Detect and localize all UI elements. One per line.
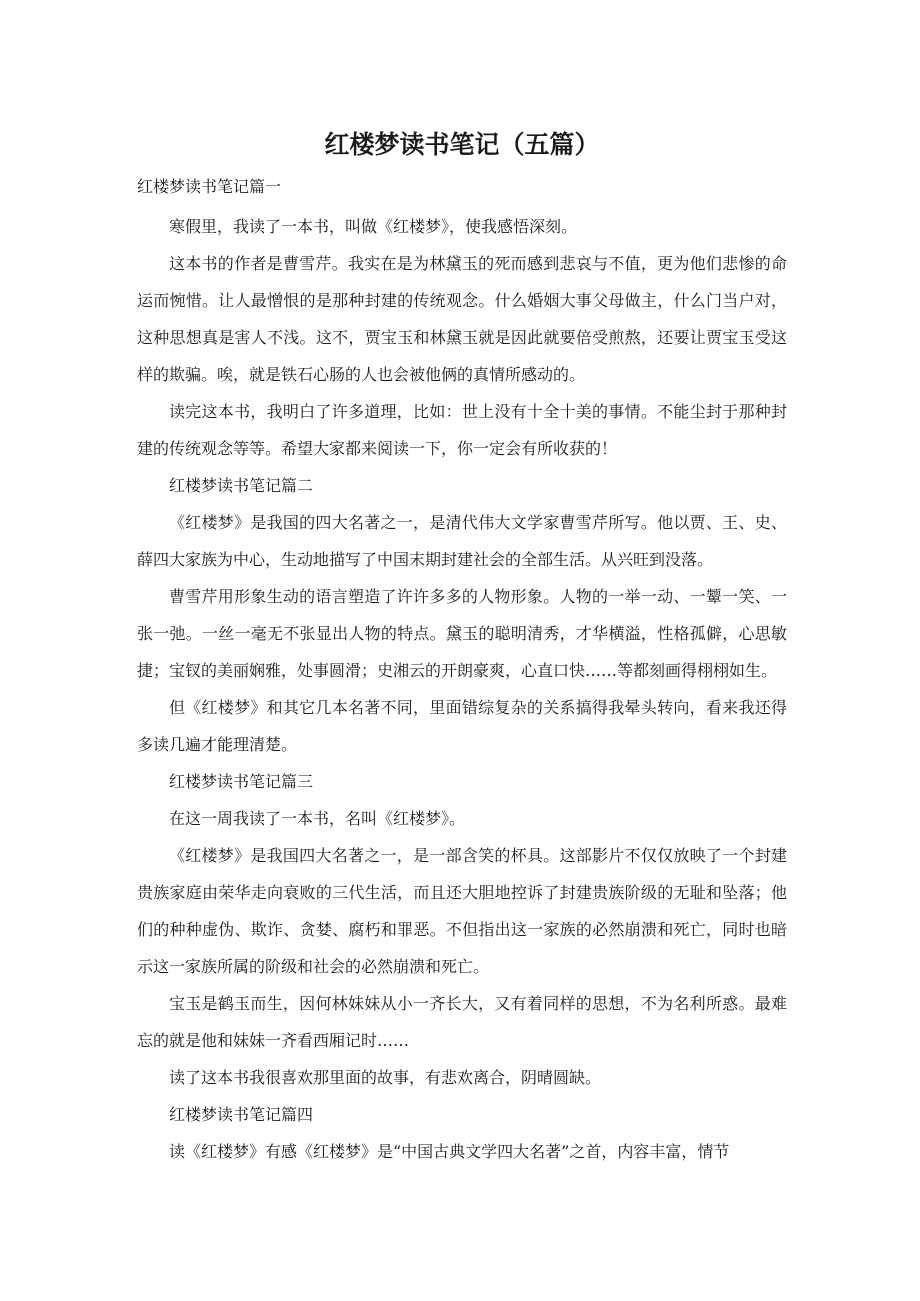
paragraph: 宝玉是鹤玉而生，因何林妹妹从小一齐长大，又有着同样的思想，不为名利所惑。最难忘的就是他和妹妹一齐看西厢记时…… — [137, 994, 787, 1050]
paragraph: 寒假里，我读了一本书，叫做《红楼梦》，使我感悟深刻。 — [169, 217, 578, 236]
paragraph: 这本书的作者是曹雪芹。我实在是为林黛玉的死而感到悲哀与不值，更为他们悲惨的命运而惋惜。让人最憎恨的是那种封建的传统观念。什么婚姻大事父母做主，什么门当户对，这种思想真是害人不浅。这不，贾宝玉和林黛玉就是因此就要倍受煎熬，还要让贾宝玉受这样的欺骗。唉，就是铁石心肠的人也会被他俩的真情所感动的。 — [137, 254, 787, 384]
document-body — [137, 208, 787, 1170]
section-heading-first: 红楼梦读书笔记篇一 — [137, 177, 282, 196]
paragraph: 读了这本书我很喜欢那里面的故事，有悲欢离合，阴晴圆缺。 — [169, 1068, 602, 1087]
paragraph: 读《红楼梦》有感《红楼梦》是“中国古典文学四大名著”之首，内容丰富，情节 — [169, 1142, 730, 1161]
paragraph: 《红楼梦》是我国四大名著之一，是一部含笑的杯具。这部影片不仅仅放映了一个封建贵族家庭由荣华走向衰败的三代生活，而且还大胆地控诉了封建贵族阶级的无耻和坠落；他们的种种虚伪、欺诈、贪婪、腐朽和罪恶。不但指出这一家族的必然崩溃和死亡，同时也暗示这一家族所属的阶级和社会的必然崩溃和死亡。 — [137, 846, 787, 976]
document-title: 红楼梦读书笔记（五篇） — [324, 130, 600, 159]
paragraph: 曹雪芹用形象生动的语言塑造了许许多多的人物形象。人物的一举一动、一颦一笑、一张一弛。一丝一毫无不张显出人物的特点。黛玉的聪明清秀，才华横溢，性格孤僻，心思敏捷；宝钗的美丽娴雅，处事圆滑；史湘云的开朗豪爽，心直口快……等都刻画得栩栩如生。 — [137, 587, 787, 680]
section-heading: 红楼梦读书笔记篇二 — [169, 476, 314, 495]
section-heading: 红楼梦读书笔记篇四 — [169, 1105, 314, 1124]
paragraph: 《红楼梦》是我国的四大名著之一，是清代伟大文学家曹雪芹所写。他以贾、王、史、薛四大家族为中心，生动地描写了中国末期封建社会的全部生活。从兴旺到没落。 — [137, 513, 787, 569]
paragraph: 在这一周我读了一本书，名叫《红楼梦》。 — [169, 809, 466, 828]
paragraph: 但《红楼梦》和其它几本名著不同，里面错综复杂的关系搞得我晕头转向，看来我还得多读几遍才能理清楚。 — [137, 698, 787, 754]
paragraph: 读完这本书，我明白了许多道理，比如：世上没有十全十美的事情。不能尘封于那种封建的传统观念等等。希望大家都来阅读一下，你一定会有所收获的！ — [137, 402, 787, 458]
section-heading: 红楼梦读书笔记篇三 — [169, 772, 314, 791]
